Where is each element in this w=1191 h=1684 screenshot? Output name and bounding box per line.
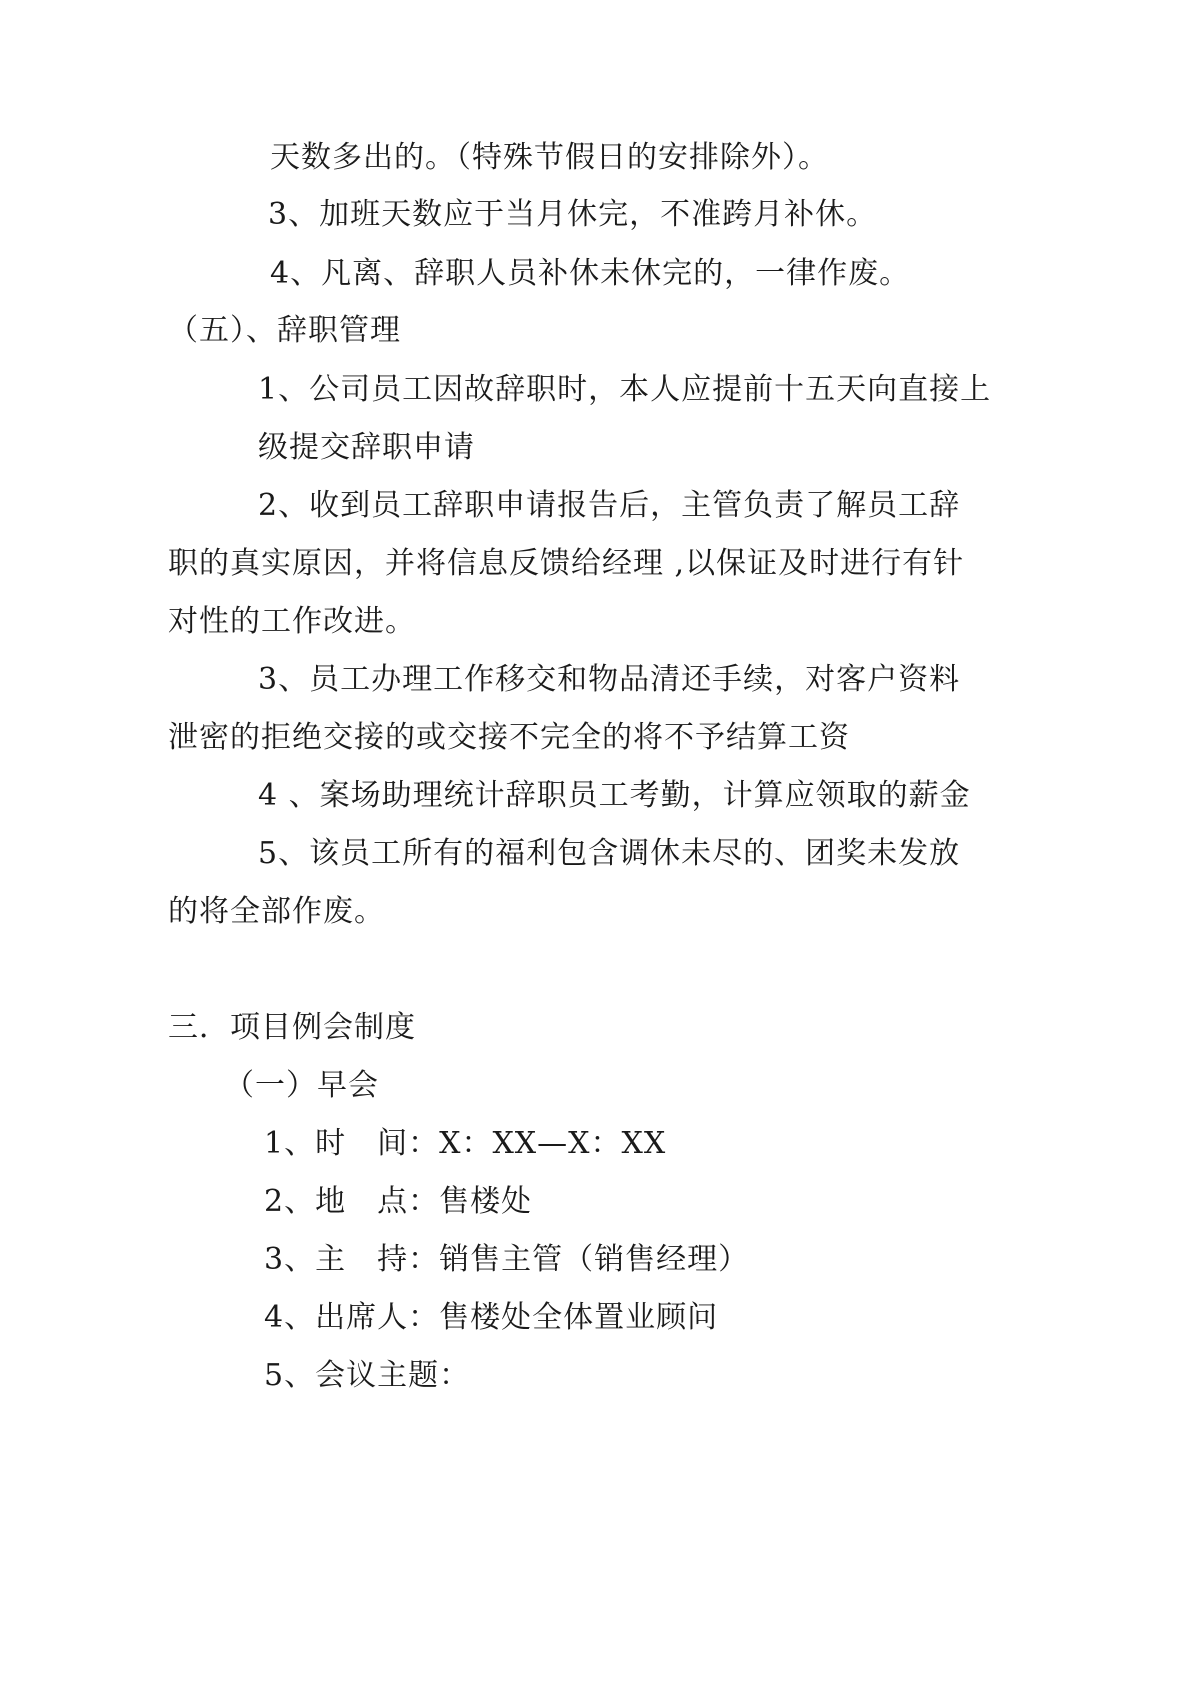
- text-line: 5、会议主题：: [264, 1358, 471, 1393]
- text-line: 1、时 间：X：XX—X：XX: [264, 1126, 667, 1161]
- text-line: 的将全部作废。: [168, 894, 385, 929]
- text-line: 3、主 持：销售主管（销售经理）: [264, 1242, 750, 1277]
- text-line: 2、地 点：售楼处: [264, 1184, 533, 1219]
- text-line: 4、凡离、辞职人员补休未休完的，一律作废。: [270, 256, 911, 291]
- text-line: 对性的工作改进。: [168, 604, 416, 639]
- section-heading: 三．项目例会制度: [168, 1010, 416, 1045]
- subsection-heading: （一）早会: [224, 1068, 379, 1103]
- text-line: 4 、案场助理统计辞职员工考勤，计算应领取的薪金: [258, 778, 971, 813]
- text-line: 级提交辞职申请: [258, 430, 475, 465]
- text-line: 3、员工办理工作移交和物品清还手续，对客户资料: [258, 662, 961, 697]
- text-line: 职的真实原因，并将信息反馈给经理 ,以保证及时进行有针: [168, 546, 965, 581]
- text-line: 4、出席人：售楼处全体置业顾问: [264, 1300, 719, 1335]
- section-heading: （五）、辞职管理: [168, 313, 401, 348]
- text-line: 5、该员工所有的福利包含调休未尽的、团奖未发放: [258, 836, 961, 871]
- text-line: 天数多出的。（特殊节假日的安排除外）。: [270, 140, 829, 175]
- text-line: 1、公司员工因故辞职时，本人应提前十五天向直接上: [258, 372, 992, 407]
- text-line: 泄密的拒绝交接的或交接不完全的将不予结算工资: [168, 720, 850, 755]
- text-line: 2、收到员工辞职申请报告后，主管负责了解员工辞: [258, 488, 961, 523]
- text-line: 3、加班天数应于当月休完，不准跨月补休。: [268, 197, 878, 232]
